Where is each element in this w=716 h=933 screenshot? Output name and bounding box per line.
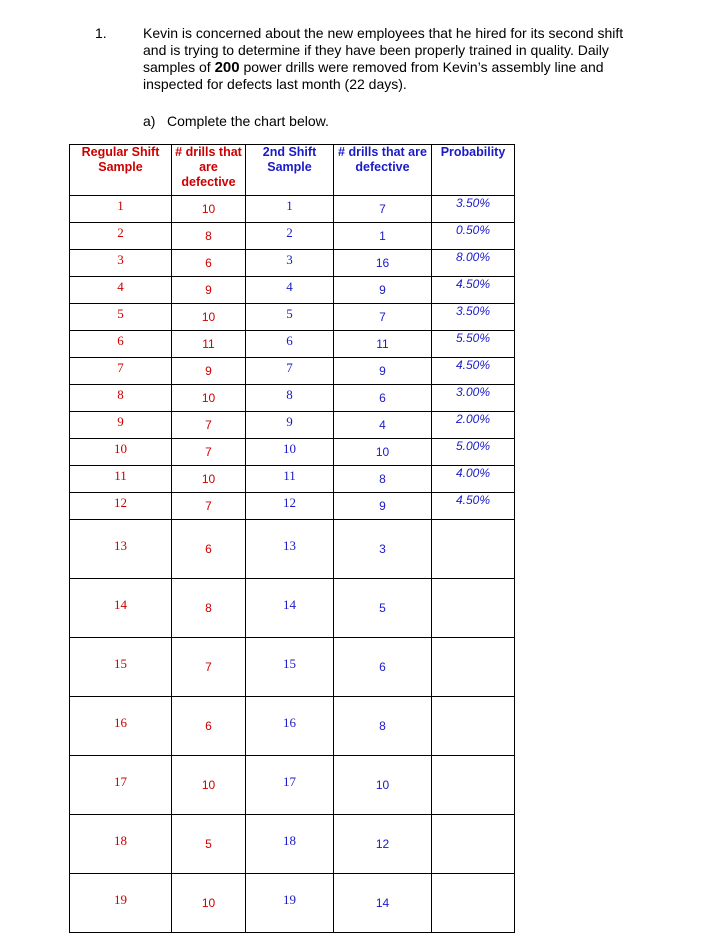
table-row <box>70 520 515 579</box>
regular-defective-cell: 10 <box>172 874 246 933</box>
regular-sample-cell: 9 <box>70 412 172 439</box>
second-defective-cell: 3 <box>334 520 432 579</box>
regular-defective-cell: 6 <box>172 697 246 756</box>
table-row <box>70 756 515 815</box>
header-second-sample: 2nd Shift Sample <box>246 145 334 196</box>
regular-sample-cell: 2 <box>70 223 172 250</box>
probability-cell <box>432 697 515 756</box>
table-row <box>70 638 515 697</box>
second-sample-cell: 8 <box>246 385 334 412</box>
defects-table <box>69 144 515 933</box>
regular-defective-cell: 7 <box>172 439 246 466</box>
second-sample-cell: 7 <box>246 358 334 385</box>
regular-defective-cell: 7 <box>172 493 246 520</box>
second-sample-cell: 17 <box>246 756 334 815</box>
second-sample-cell: 1 <box>246 196 334 223</box>
probability-cell: 8.00% <box>432 250 515 277</box>
second-sample-cell: 16 <box>246 697 334 756</box>
regular-defective-cell: 10 <box>172 385 246 412</box>
second-defective-cell: 16 <box>334 250 432 277</box>
regular-sample-cell: 14 <box>70 579 172 638</box>
question-number: 1. <box>95 25 107 41</box>
second-sample-cell: 19 <box>246 874 334 933</box>
regular-defective-cell: 11 <box>172 331 246 358</box>
regular-sample-cell: 6 <box>70 331 172 358</box>
table-body <box>70 196 515 933</box>
second-defective-cell: 9 <box>334 493 432 520</box>
probability-cell <box>432 874 515 933</box>
table-row <box>70 250 515 277</box>
second-sample-cell: 5 <box>246 304 334 331</box>
probability-cell <box>432 638 515 697</box>
second-defective-cell: 7 <box>334 196 432 223</box>
regular-sample-cell: 10 <box>70 439 172 466</box>
probability-cell <box>432 756 515 815</box>
table-row <box>70 358 515 385</box>
table-row <box>70 874 515 933</box>
table-row <box>70 815 515 874</box>
table-row <box>70 466 515 493</box>
probability-cell: 4.00% <box>432 466 515 493</box>
regular-defective-cell: 6 <box>172 520 246 579</box>
regular-sample-cell: 7 <box>70 358 172 385</box>
probability-cell: 3.00% <box>432 385 515 412</box>
second-defective-cell: 12 <box>334 815 432 874</box>
second-sample-cell: 15 <box>246 638 334 697</box>
regular-defective-cell: 7 <box>172 412 246 439</box>
regular-sample-cell: 8 <box>70 385 172 412</box>
probability-cell: 3.50% <box>432 304 515 331</box>
question-text-before: Kevin is concerned about the new employees that he hired for its second shift and is trying to determine if they have been properly trained in quality. Daily samples of <box>143 25 624 75</box>
probability-cell: 4.50% <box>432 493 515 520</box>
regular-defective-cell: 9 <box>172 358 246 385</box>
regular-sample-cell: 17 <box>70 756 172 815</box>
second-defective-cell: 14 <box>334 874 432 933</box>
part-a-text: Complete the chart below. <box>167 113 329 129</box>
second-sample-cell: 14 <box>246 579 334 638</box>
regular-sample-cell: 18 <box>70 815 172 874</box>
second-sample-cell: 10 <box>246 439 334 466</box>
regular-sample-cell: 15 <box>70 638 172 697</box>
regular-defective-cell: 8 <box>172 223 246 250</box>
header-regular-sample: Regular Shift Sample <box>70 145 172 196</box>
second-sample-cell: 4 <box>246 277 334 304</box>
header-second-defective: # drills that are defective <box>334 145 432 196</box>
second-defective-cell: 5 <box>334 579 432 638</box>
second-sample-cell: 6 <box>246 331 334 358</box>
part-a-label: a) <box>143 113 156 129</box>
probability-cell: 4.50% <box>432 358 515 385</box>
table-row <box>70 439 515 466</box>
probability-cell: 4.50% <box>432 277 515 304</box>
table-row <box>70 412 515 439</box>
second-sample-cell: 2 <box>246 223 334 250</box>
regular-defective-cell: 10 <box>172 756 246 815</box>
regular-sample-cell: 11 <box>70 466 172 493</box>
regular-sample-cell: 3 <box>70 250 172 277</box>
table-row <box>70 223 515 250</box>
table-header-row <box>70 145 515 196</box>
regular-sample-cell: 16 <box>70 697 172 756</box>
header-regular-defective: # drills that are defective <box>172 145 246 196</box>
regular-defective-cell: 8 <box>172 579 246 638</box>
regular-defective-cell: 10 <box>172 466 246 493</box>
probability-cell: 5.50% <box>432 331 515 358</box>
second-defective-cell: 10 <box>334 439 432 466</box>
question-text <box>143 25 643 93</box>
second-defective-cell: 9 <box>334 358 432 385</box>
table-row <box>70 385 515 412</box>
regular-defective-cell: 9 <box>172 277 246 304</box>
table-row <box>70 196 515 223</box>
probability-cell: 5.00% <box>432 439 515 466</box>
regular-sample-cell: 12 <box>70 493 172 520</box>
second-defective-cell: 6 <box>334 638 432 697</box>
part-a <box>143 113 329 129</box>
second-defective-cell: 6 <box>334 385 432 412</box>
second-defective-cell: 4 <box>334 412 432 439</box>
second-defective-cell: 11 <box>334 331 432 358</box>
regular-defective-cell: 10 <box>172 196 246 223</box>
table-row <box>70 331 515 358</box>
second-sample-cell: 9 <box>246 412 334 439</box>
regular-sample-cell: 13 <box>70 520 172 579</box>
second-sample-cell: 11 <box>246 466 334 493</box>
sample-size: 200 <box>214 59 240 76</box>
table-row <box>70 277 515 304</box>
second-sample-cell: 12 <box>246 493 334 520</box>
probability-cell: 2.00% <box>432 412 515 439</box>
regular-defective-cell: 5 <box>172 815 246 874</box>
probability-cell <box>432 579 515 638</box>
second-defective-cell: 7 <box>334 304 432 331</box>
table-row <box>70 697 515 756</box>
second-sample-cell: 13 <box>246 520 334 579</box>
table-row <box>70 304 515 331</box>
table-row <box>70 579 515 638</box>
regular-sample-cell: 1 <box>70 196 172 223</box>
probability-cell <box>432 815 515 874</box>
second-defective-cell: 8 <box>334 466 432 493</box>
regular-defective-cell: 10 <box>172 304 246 331</box>
second-sample-cell: 3 <box>246 250 334 277</box>
probability-cell: 0.50% <box>432 223 515 250</box>
table-row <box>70 493 515 520</box>
second-defective-cell: 9 <box>334 277 432 304</box>
second-defective-cell: 1 <box>334 223 432 250</box>
second-defective-cell: 8 <box>334 697 432 756</box>
regular-sample-cell: 4 <box>70 277 172 304</box>
regular-defective-cell: 7 <box>172 638 246 697</box>
regular-defective-cell: 6 <box>172 250 246 277</box>
regular-sample-cell: 5 <box>70 304 172 331</box>
question-text-after: power drills were removed from Kevin’s assembly line and inspected for defects last month (22 days). <box>143 59 604 92</box>
second-defective-cell: 10 <box>334 756 432 815</box>
regular-sample-cell: 19 <box>70 874 172 933</box>
probability-cell: 3.50% <box>432 196 515 223</box>
header-probability: Probability <box>432 145 515 196</box>
second-sample-cell: 18 <box>246 815 334 874</box>
probability-cell <box>432 520 515 579</box>
